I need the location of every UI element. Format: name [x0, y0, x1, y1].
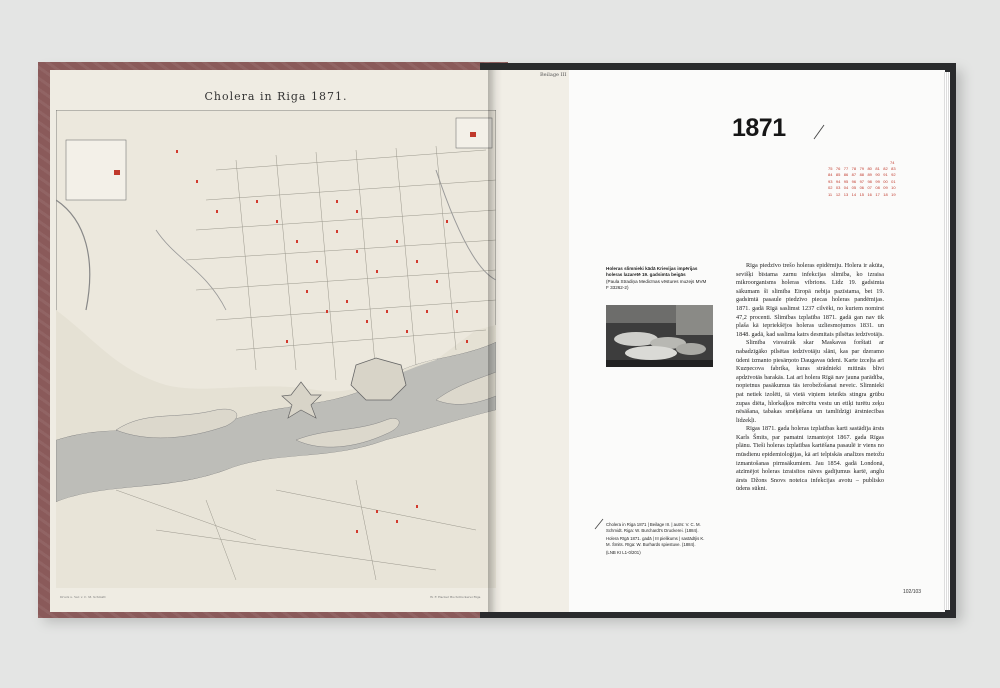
number-grid-head: 74	[890, 160, 895, 165]
grid-number: 82	[883, 166, 888, 171]
article-body	[736, 262, 884, 494]
year-heading: 1871	[732, 114, 786, 142]
grid-number: 03	[835, 185, 841, 191]
grid-number: 92	[891, 172, 896, 178]
article-paragraph: Slimība visvairāk skar Maskavas forštati ar nabadzīgāko pilsētas iedzīvotāju slāni, kas par dzeramo ūdeni izmanto piesārņoto Daugavas ūdeni. Karte izceļta arī Kuzņecova fabrika, kuras strādnieki mitinās blīvi apdzīvotās barakās. Lai arī holera Rīgā nav jauna parādība, nopietnus pasākumus tās ierobežošanai neveic. Slimnieki pat netiek izolēti, tā vietā viņiem ieteikts stingra grūbu zupas diēta, hlorkaļķos mērcētu vestu un etiķi turētu zeķu nēsāšana, tabakas smēķēšana un tamlīdzīgi ārstniecības līdzekļi.	[736, 339, 884, 424]
grid-number: 95	[843, 178, 849, 184]
grid-number: 09	[883, 185, 888, 191]
grid-number: 89	[867, 172, 872, 178]
grid-number: 13	[843, 191, 849, 197]
grid-number: 79	[859, 166, 865, 171]
photo-caption	[606, 266, 710, 292]
grid-number: 76	[835, 166, 841, 171]
photo-caption-title: Holeras slimnieki kādā Krievijas impērijas holeras lazaretē 19. gadsimta beigās	[606, 266, 698, 278]
grid-number: 80	[867, 166, 872, 171]
grid-number: 15	[859, 191, 865, 197]
grid-number: 88	[859, 172, 865, 178]
grid-number: 05	[851, 185, 857, 191]
grid-number: 02	[828, 185, 833, 191]
grid-number: 12	[835, 191, 841, 197]
grid-number: 98	[867, 178, 872, 184]
grid-number: 84	[828, 172, 833, 178]
map-footer-left: Druck u. Ver. v. C. M. Schmidt	[60, 595, 106, 599]
grid-number: 10	[891, 185, 896, 191]
map-caption	[606, 522, 710, 558]
grid-number: 16	[867, 191, 872, 197]
photo-caption-source: (Paula Stradiņa Medicīnas vēstures muzejs MVM F 33262-2)	[606, 278, 707, 291]
grid-number: 14	[851, 191, 857, 197]
cholera-ward-photo	[606, 305, 713, 367]
map-footer-right: W. F. Hacker Buchdruckerei Riga	[430, 595, 481, 599]
historic-riga-map	[56, 110, 496, 588]
grid-number: 90	[875, 172, 880, 178]
grid-number: 06	[859, 185, 865, 191]
grid-number: 11	[828, 191, 833, 197]
grid-number: 07	[867, 185, 872, 191]
grid-number: 96	[851, 178, 857, 184]
grid-number: 83	[891, 166, 896, 171]
grid-number: 93	[828, 178, 833, 184]
article-paragraph: Rīgas 1871. gada holeras izplatības karti sastādīja ārsts Karls Šmits, par pamatni izmantojot 1867. gada Rīgas plānu. Tieši holeras izplatības kartēšana pasaulē ir viens no mūsdienu epidemioloģijas, kā arī telpiskās analīzes metožu izmantošanas pirmsākumiem. Jau 1854. gadā Londonā, atzīmējot holeras izraisītos nāves gadījumus kartē, anglu ārsts Džons Snovs noteica infekcijas avotu – publisko ūdens sūkni.	[736, 425, 884, 493]
grid-number: 94	[835, 178, 841, 184]
map-caption-line: (LNB KI L1-0/201)	[606, 550, 641, 555]
map-title: Cholera in Riga 1871.	[204, 90, 348, 103]
grid-number: 86	[843, 172, 849, 178]
grid-number: 17	[875, 191, 880, 197]
grid-number: 01	[891, 178, 896, 184]
grid-number: 08	[875, 185, 880, 191]
slash-icon	[594, 518, 604, 530]
map-caption-line: Holera Rīgā 1871. gadā | III pielikums | sastādījis K. M. Šmits. Rīga: W. Burhards spiestuve. (1884).	[606, 536, 705, 547]
grid-number: 78	[851, 166, 857, 171]
grid-number: 19	[891, 191, 896, 197]
grid-number: 75	[828, 166, 833, 171]
grid-number: 18	[883, 191, 888, 197]
grid-number: 91	[883, 172, 888, 178]
year-number-grid	[828, 166, 900, 198]
page-numbers: 102/103	[903, 589, 922, 595]
beilage-label: Beilage III	[540, 72, 567, 78]
grid-number: 97	[859, 178, 865, 184]
grid-number: 81	[875, 166, 880, 171]
grid-number: 04	[843, 185, 849, 191]
page-edges	[944, 72, 950, 610]
map-caption-line: Cholera in Riga 1871 | Beilage III. | autrs: V. C. M. Schmidt. Riga: W. Burchardt's Druckerei. (1884).	[606, 522, 701, 533]
grid-number: 85	[835, 172, 841, 178]
grid-number: 00	[883, 178, 888, 184]
grid-number: 99	[875, 178, 880, 184]
grid-number: 87	[851, 172, 857, 178]
article-paragraph: Rīga piedzīvo trešo holeras epidēmiju. Holera ir akūta, sevišķi bīstama zarnu infekcijas slimība, ko izraisa mikroorganisms holeras vibrions. Līdz 19. gadsimta sākumam šī slimība Eiropā nebija pazīstama, bet 19. gadsimtā pasaule piedzīvo piecas holeras pandēmijas. 1871. gadā Rīgā saslimst 1237 cilvēki, no kuriem nomirst 47,2 procenti. Slimības izplatība 1871. gadā gan nav tik plaša kā iepriekšējos holeras uzliesmojumos 1831. un 1848. gadā, kad saslima katrs desmitais pilsētas iedzīvotājs.	[736, 262, 884, 338]
slash-icon	[812, 122, 826, 140]
grid-number: 77	[843, 166, 849, 171]
map-foldout-strip	[493, 70, 569, 612]
book-gutter	[488, 70, 502, 612]
